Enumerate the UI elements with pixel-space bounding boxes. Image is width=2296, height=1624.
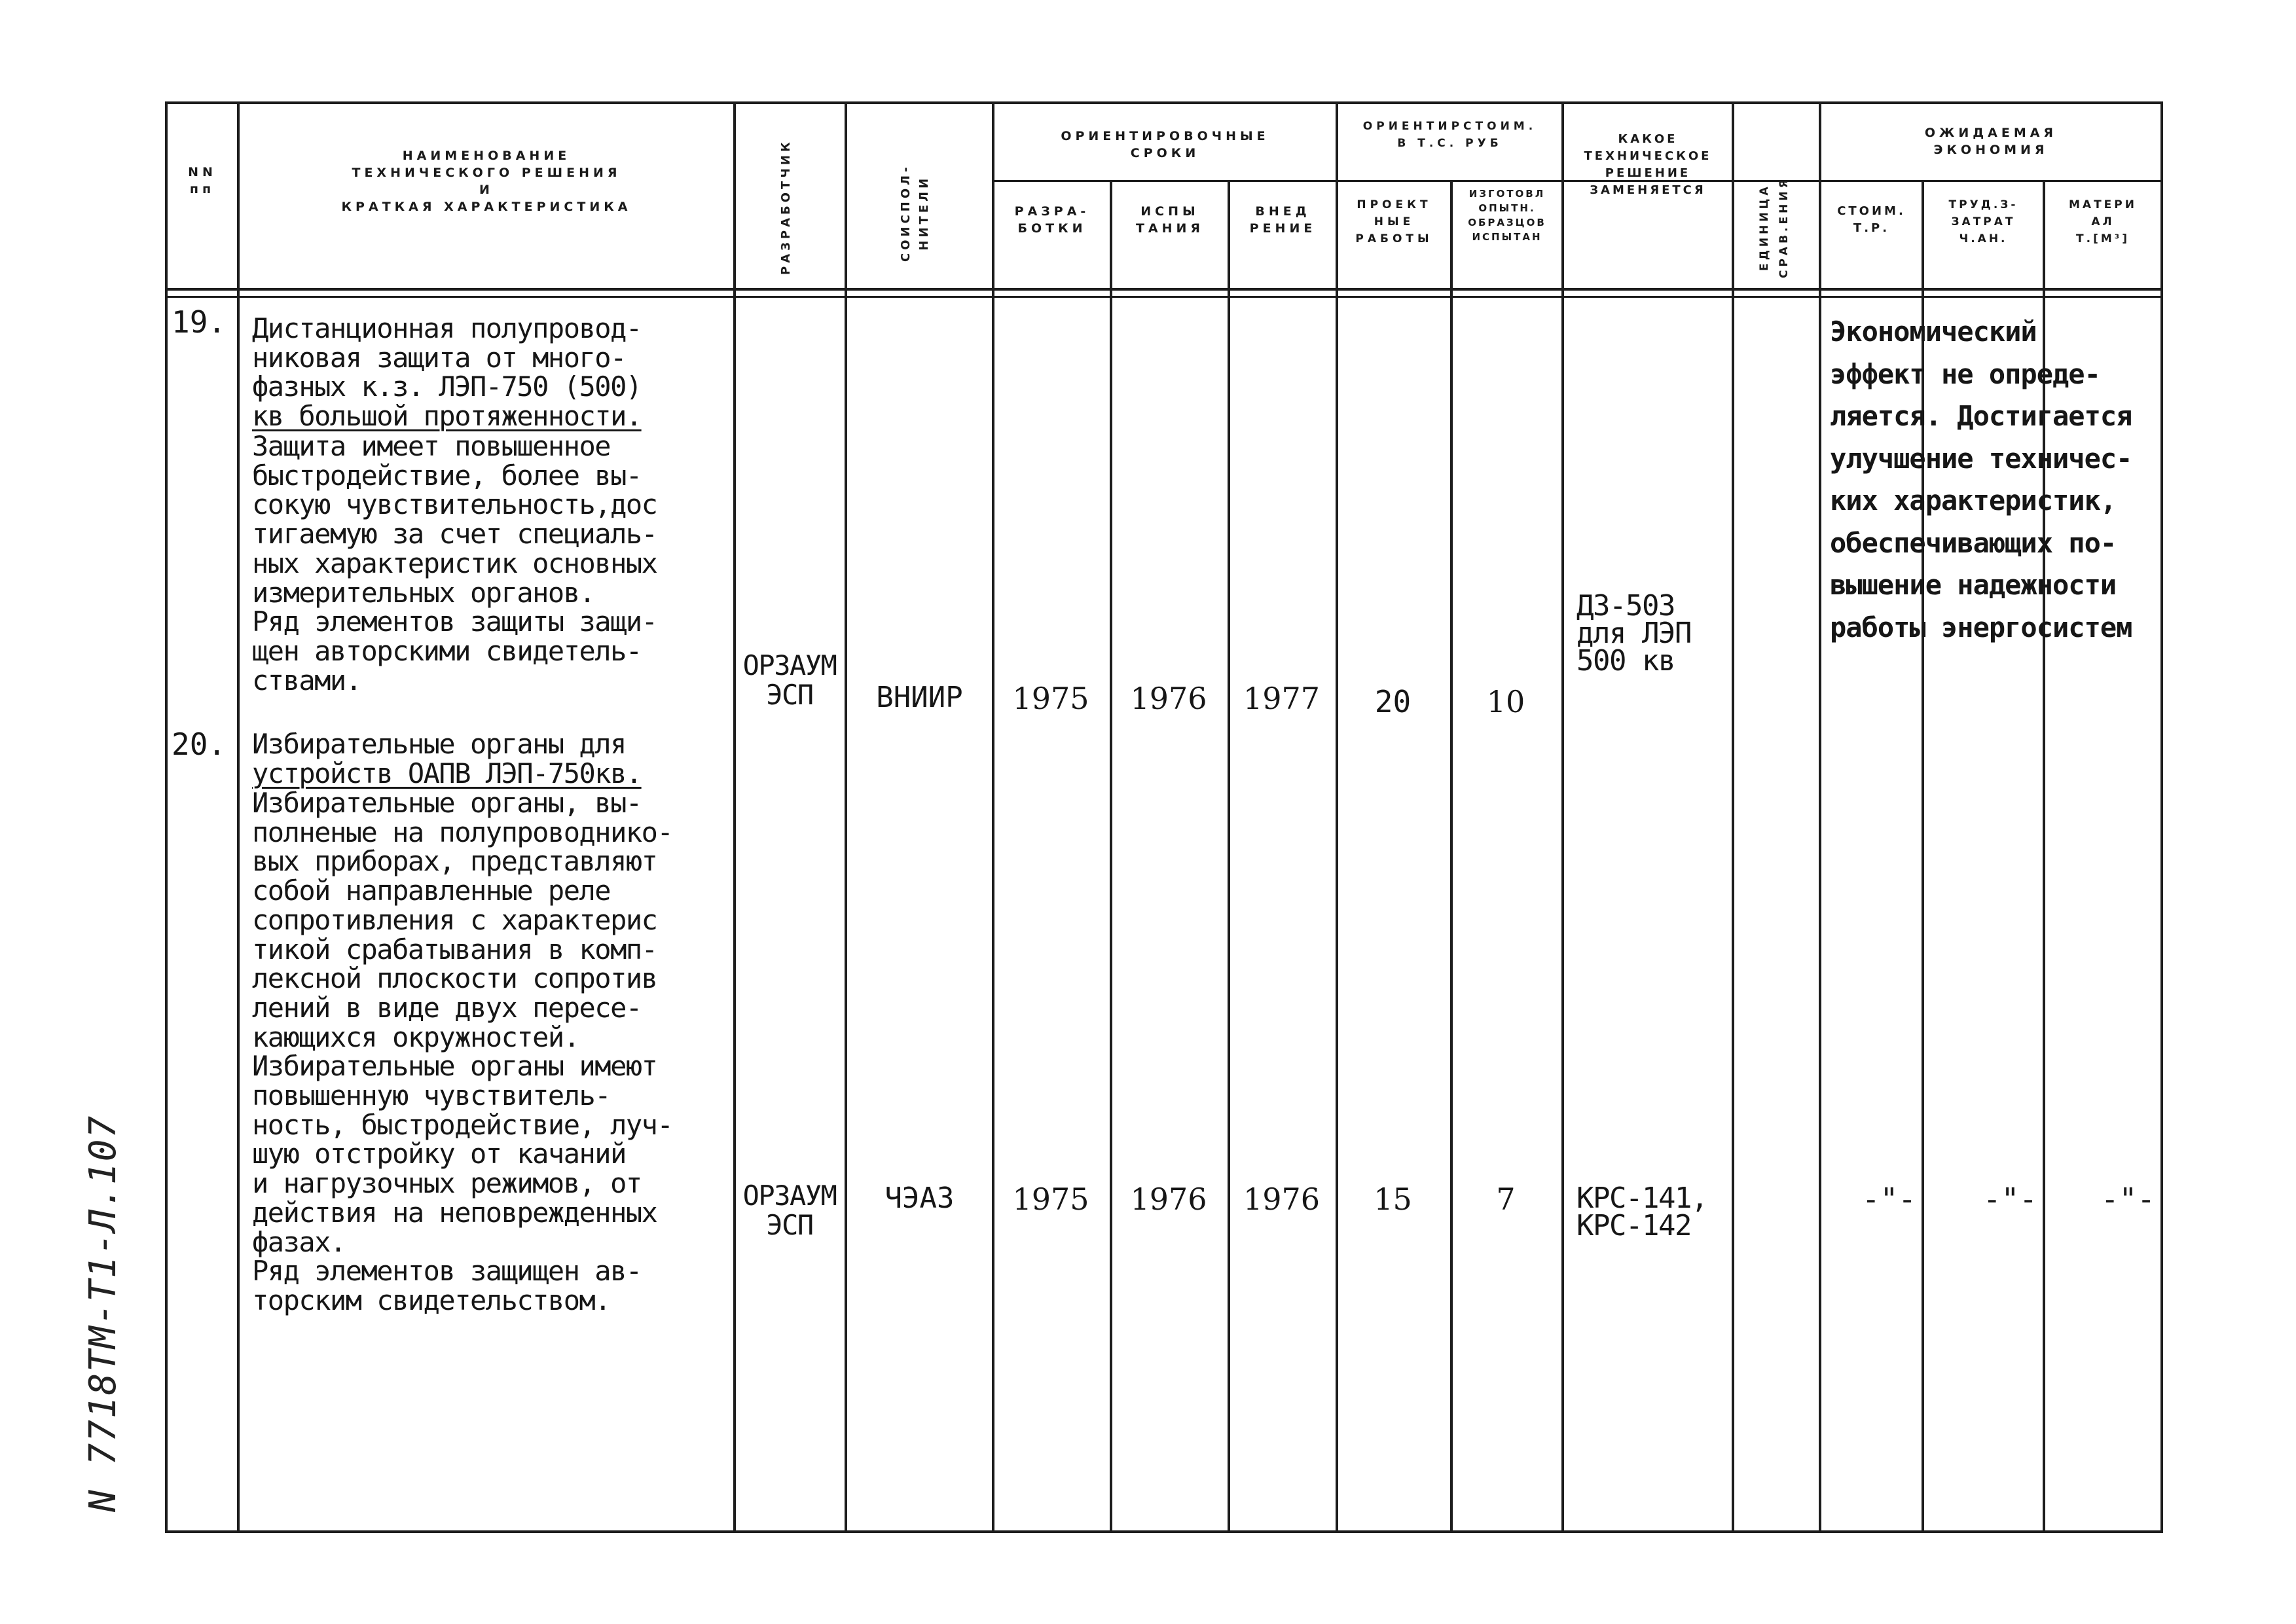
row-developer: ОРЗАУМ ЭСП [742,649,837,711]
col-border [1561,101,1564,1532]
row-test-year: 1976 [1130,681,1207,716]
row-number: 19. [172,304,227,340]
row-cost-proto: 7 [1496,1182,1516,1217]
row-title: Дистанционная полупровод- никовая защита от много- фазных к.з. ЛЭП-750 (500) [252,312,642,403]
col-border [733,101,736,1532]
row-number: 20. [172,727,227,762]
row-title-underlined: кв большой протяженности. [252,400,642,432]
row-dev-year: 1975 [1012,1182,1089,1217]
header-bottom-border [165,288,2163,291]
col-border [845,101,847,1532]
col-border [1450,180,1453,1532]
header-replaced: КАКОЕ ТЕХНИЧЕСКОЕ РЕШЕНИЕ ЗАМЕНЯЕТСЯ [1584,132,1712,197]
header-terms-group: ОРИЕНТИРОВОЧНЫЕ СРОКИ [1061,129,1269,160]
col-border [1228,180,1230,1532]
row-title: Избирательные органы для [252,728,626,760]
table-bottom-border [165,1530,2163,1533]
row-replaced: ДЗ-503 для ЛЭП 500 кв [1576,589,1691,677]
header-terms-dev: РАЗРА- БОТКИ [1014,204,1090,236]
header-cost-design: ПРОЕКТ НЫЕ РАБОТЫ [1355,198,1433,245]
header-cost-proto: ИЗГОТОВЛ ОПЫТН. ОБРАЗЦОВ ИСПЫТАН [1468,188,1546,243]
col-border [992,101,994,1532]
col-border [2160,101,2163,1532]
header-terms-impl: ВНЕД РЕНИЕ [1249,204,1317,236]
header-nn: NN пп [188,165,217,196]
row-cost-design: 20 [1374,684,1412,719]
row-cost-proto: 10 [1486,684,1525,719]
row-description: Защита имеет повышенное быстродействие, более вы- сокую чувствительность,дос тигаемую за счет специаль- ных характеристик основных измерительных органов. Ряд элементов защиты защи- щен авторскими свидетель- ствами. [252,430,657,696]
header-econ-labor: ТРУД.З- ЗАТРАТ Ч.АН. [1948,198,2018,245]
row-replaced: КРС-141, КРС-142 [1576,1182,1707,1242]
row-econ-cost: -"- [1861,1182,1916,1217]
header-unit: ЕДИНИЦА СРАВ.ЕНИЯ [1758,176,1791,278]
col-border [1336,101,1338,1532]
header-developer: РАЗРАБОТЧИК [779,139,793,275]
row-cost-design: 15 [1374,1182,1412,1217]
row-econ-material: -"- [2100,1182,2155,1217]
col-border [1819,101,1821,1532]
row-impl-year: 1976 [1243,1182,1321,1217]
row-econ-labor: -"- [1982,1182,2037,1217]
row-coexecutor: ВНИИР [876,681,963,714]
side-reference-note: N 7718ТМ-Т1-Л.107 [82,1114,124,1512]
header-cost-group: ОРИЕНТИРСТОИМ. В Т.С. РУБ [1362,120,1537,150]
col-border [237,101,240,1532]
header-bottom-border-2 [165,296,2163,298]
header-terms-test: ИСПЫ ТАНИЯ [1135,204,1205,236]
row-title-underlined: устройств ОАПВ ЛЭП-750кв. [252,757,642,789]
col-border [1732,101,1734,1532]
row-dev-year: 1975 [1012,681,1089,716]
row-description: Избирательные органы, вы- полненые на полупроводнико- вых приборах, представляют собой направленные реле сопротивления с характерис тикой срабатывания в комп- лексной плоскости сопротив лений в виде двух пересе- кающихся окружностей. Избирательные органы имеют повышенную чувствитель- ность, быстродействие, луч- шую отстройку от качаний и нагрузочных режимов, от действия на неповрежденных фазах. Ряд элементов защищен ав- торским свидетельством. [252,787,673,1316]
header-econ-cost: СТОИМ. Т.Р. [1837,204,1906,235]
header-coexecutor: СОИСПОЛ- НИТЕЛИ [899,164,931,262]
row-impl-year: 1977 [1243,681,1321,716]
header-name: НАИМЕНОВАНИЕ ТЕХНИЧЕСКОГО РЕШЕНИЯ И КРАТКАЯ ХАРАКТЕРИСТИКА [341,149,632,214]
header-econ-group: ОЖИДАЕМАЯ ЭКОНОМИЯ [1924,126,2058,157]
row-economy-note: Экономический эффект не опреде- ляется. Достигается улучшение техничес- ких характеристик, обеспечивающих по- вышение надежности работы энергосистем [1830,316,2132,643]
row-developer: ОРЗАУМ ЭСП [742,1180,837,1241]
header-top-border [165,101,2163,104]
row-coexecutor: ЧЭАЗ [884,1182,955,1215]
col-border [165,101,168,1532]
col-border [1110,180,1112,1532]
row-test-year: 1976 [1130,1182,1207,1217]
header-econ-material: МАТЕРИ АЛ Т.[М³] [2069,198,2137,245]
